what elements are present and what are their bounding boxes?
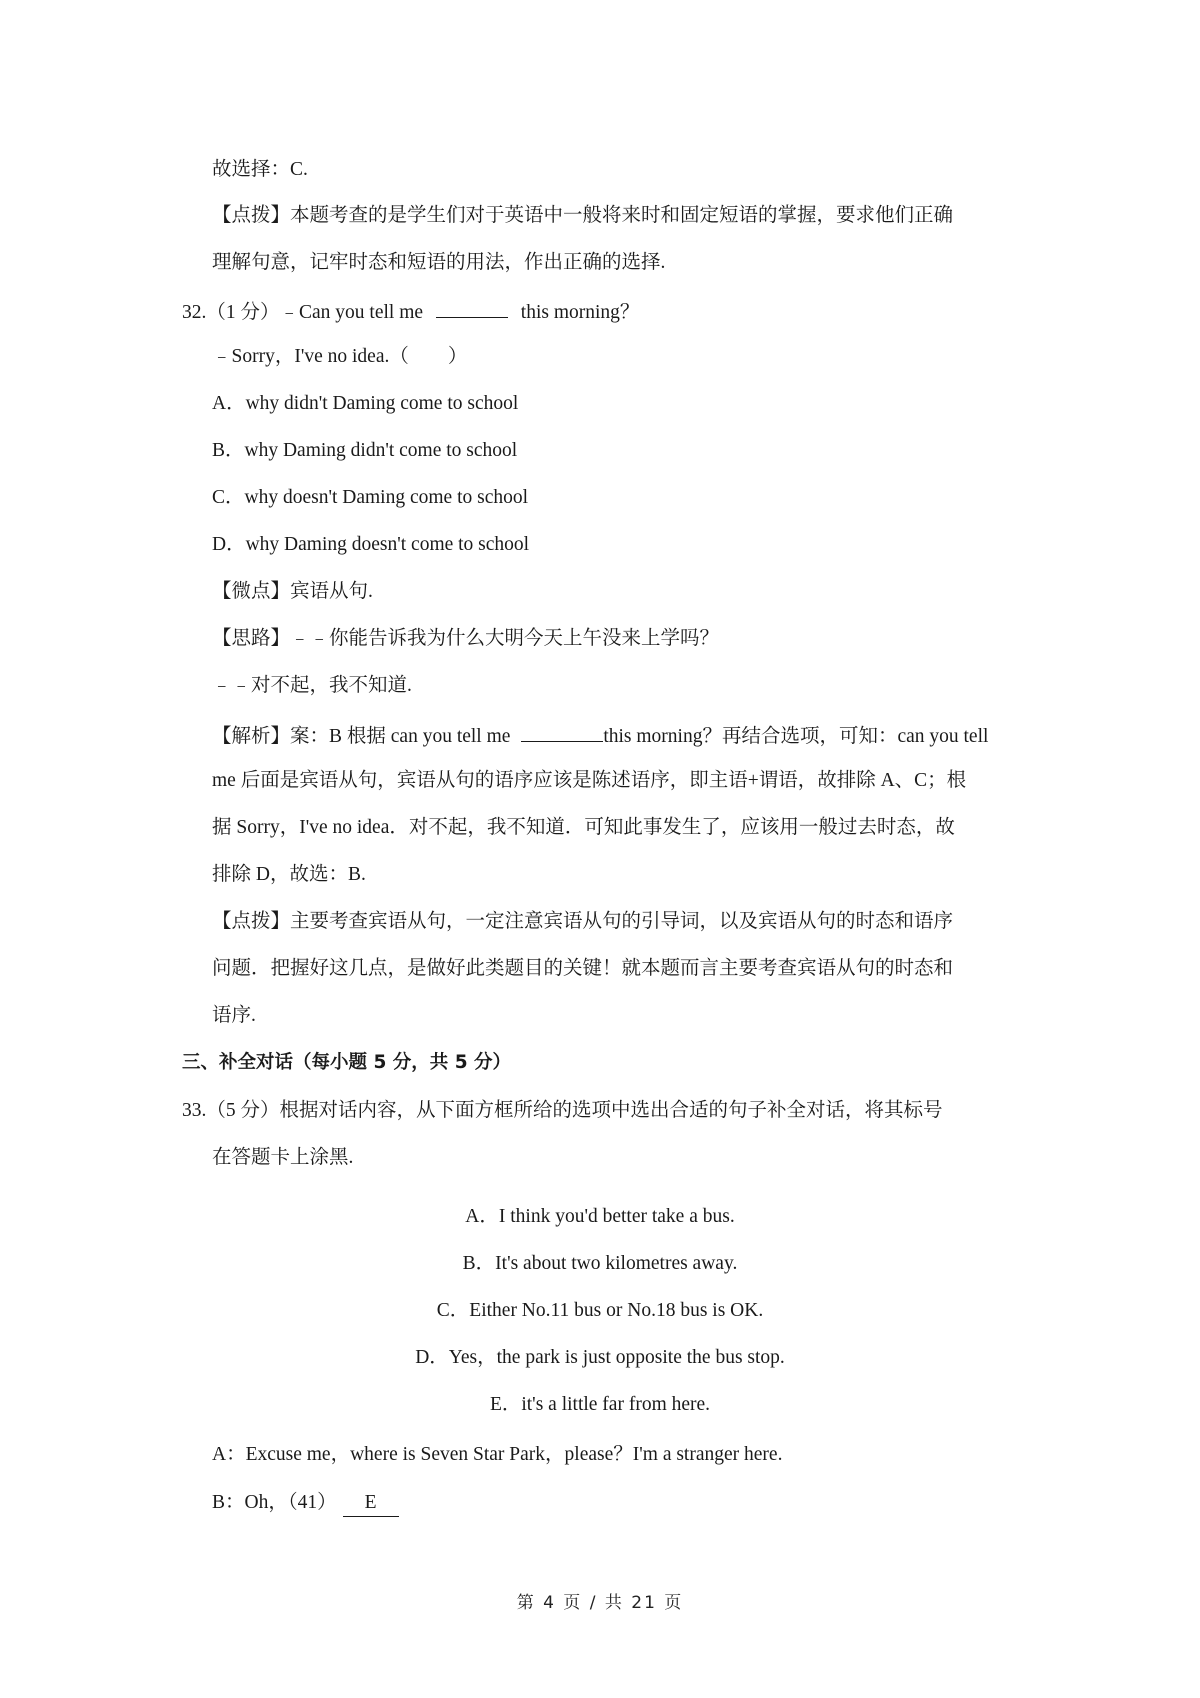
analysis-prefix: 【解析】案：B 根据 can you tell me <box>212 726 511 747</box>
tip-line: 【点拨】本题考查的是学生们对于英语中一般将来时和固定短语的掌握，要求他们正确 <box>212 205 954 226</box>
dialog-line: A：Excuse me，where is Seven Star Park，please？I'm a stranger here. <box>212 1444 783 1465</box>
question-33-stem: 在答题卡上涂黑. <box>212 1147 354 1168</box>
analysis-line: 排除 D，故选：B. <box>212 864 366 885</box>
stem-suffix: this morning？ <box>520 302 640 323</box>
box-option-d: D．Yes，the park is just opposite the bus stop. <box>415 1347 785 1368</box>
option-b: B．why Daming didn't come to school <box>212 440 518 461</box>
answer-line: 故选择：C. <box>212 159 308 180</box>
page-footer: 第 4 页 / 共 21 页 <box>516 1593 684 1613</box>
box-option-c: C．Either No.11 bus or No.18 bus is OK. <box>436 1300 764 1321</box>
box-option-e: E．it's a little far from here. <box>489 1394 711 1415</box>
section-heading: 三、补全对话（每小题 5 分，共 5 分） <box>182 1052 512 1073</box>
option-d: D．why Daming doesn't come to school <box>212 534 530 555</box>
tip-line: 问题．把握好这几点，是做好此类题目的关键！就本题而言主要考查宾语从句的时态和 <box>212 958 954 979</box>
dialog-prefix: B：Oh，（41） <box>212 1492 337 1513</box>
stem-prefix: 32.（1 分）﹣Can you tell me <box>182 302 424 323</box>
analysis-line: 据 Sorry，I've no idea．对不起，我不知道．可知此事发生了，应该用一般过去时态，故 <box>212 817 955 838</box>
analysis-line: me 后面是宾语从句，宾语从句的语序应该是陈述语序，即主语+谓语，故排除 A、C；根 <box>212 770 967 791</box>
point-line: 【微点】宾语从句. <box>212 581 373 602</box>
tip-line: 【点拨】主要考查宾语从句，一定注意宾语从句的引导词，以及宾语从句的时态和语序 <box>212 911 954 932</box>
answer-blank <box>521 721 603 742</box>
option-a: A．why didn't Daming come to school <box>212 393 519 414</box>
option-c: C．why doesn't Daming come to school <box>212 487 529 508</box>
box-option-b: B．It's about two kilometres away. <box>462 1253 738 1274</box>
analysis-line <box>212 721 988 750</box>
tip-line: 语序. <box>212 1005 256 1026</box>
question-33-stem: 33.（5 分）根据对话内容，从下面方框所给的选项中选出合适的句子补全对话，将其标号 <box>182 1100 943 1121</box>
box-option-a: A．I think you'd better take a bus. <box>465 1206 735 1227</box>
thought-line: 【思路】﹣﹣你能告诉我为什么大明今天上午没来上学吗？ <box>212 628 720 649</box>
question-32-reply: ﹣Sorry，I've no idea.（ ） <box>212 346 468 367</box>
question-32-stem <box>182 297 639 326</box>
answer-blank <box>436 297 508 318</box>
tip-line: 理解句意，记牢时态和短语的用法，作出正确的选择. <box>212 252 666 273</box>
dialog-line <box>212 1490 399 1517</box>
filled-answer: E <box>343 1490 399 1517</box>
thought-line: ﹣﹣对不起，我不知道. <box>212 675 412 696</box>
analysis-suffix: this morning？再结合选项，可知：can you tell <box>603 726 989 747</box>
